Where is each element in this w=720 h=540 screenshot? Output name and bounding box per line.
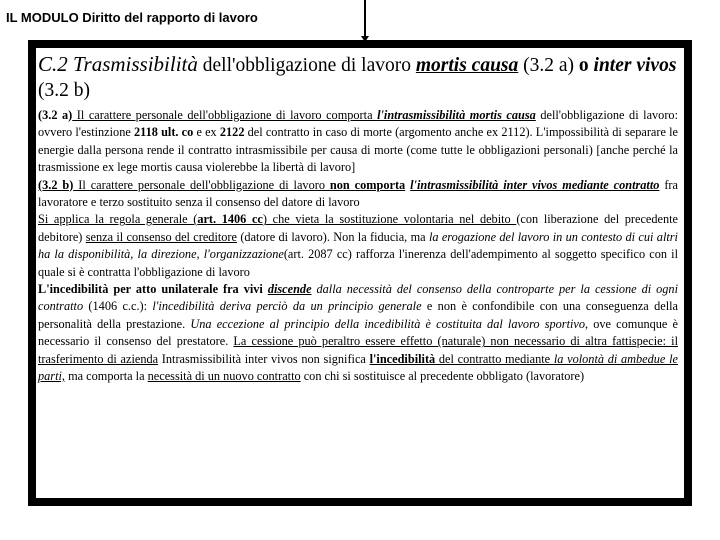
p3-s1: Si applica la regola generale ( <box>38 212 198 227</box>
p4-s11: l'incedibilità <box>369 351 436 366</box>
title-part-1: C.2 Trasmissibilità <box>38 52 198 76</box>
p2-s5: l'intrasmissibilità inter vivos mediante contratto <box>410 177 660 192</box>
header-title: IL MODULO Diritto del rapporto di lavoro <box>6 10 258 25</box>
p4-s12: del contratto mediante <box>435 351 554 366</box>
p3-s7: la erogazione del lavoro in un contesto di cui altri ha la disponibilità, la direzione, l'organizzazione <box>38 229 678 262</box>
p1-s5: 2118 ult. co <box>133 125 194 140</box>
p3-s5: senza il consenso del creditore <box>85 229 237 244</box>
p3-s4: (con liberazione del precedente debitore) <box>38 212 678 244</box>
p4-s6: e non è confondibile con una conseguenza della personalità della prestazione. <box>38 299 678 331</box>
p4-s14: ma comporta la <box>65 369 148 384</box>
p4-s13: la volontà di ambedue le parti, <box>38 351 678 384</box>
p1-label: (3.2 a) <box>38 108 73 122</box>
title-part-7: inter vivos <box>593 55 677 76</box>
title-part-2: dell'obbligazione di lavoro <box>197 55 416 76</box>
p1-s8: del contratto in caso di morte (argomento anche ex 2112). L'impossibilità di separare le energie dalla persona rende il contratto intrasmissibile per causa di morte (come tutte le obbligazioni personali) [anche perché la trasmissione ex lege mortis causa violerebbe la libertà di lavoro] <box>38 125 678 175</box>
slide-title <box>38 52 678 103</box>
title-part-4: (3.2 a) <box>518 55 579 76</box>
title-part-3: mortis causa <box>415 55 519 76</box>
p3-s8: (art. 2087 cc) rafforza l'inerenza dell'adempimento al soggetto specifico con il quale si è contratta l'obbligazione di lavoro <box>38 247 678 279</box>
p2-s6: fra lavoratore e terzo sostituito senza il consenso del datore di lavoro <box>38 177 678 210</box>
p3-s2: art. 1406 cc <box>197 212 263 227</box>
p4-s8: , ove comunque è necessario il consenso del prestatore. <box>38 316 679 349</box>
p1-s4: dell'obbligazione di lavoro: ovvero l'estinzione <box>38 108 678 140</box>
paragraph-mortis-causa <box>38 107 678 177</box>
p4-s2: discende <box>267 282 312 297</box>
p4-s10: Intrasmissibilità inter vivos non significa <box>158 351 370 366</box>
p4-s3: dalla necessità del consenso della controparte per la cessione di ogni contratto <box>38 282 678 314</box>
p2-s2: Il carattere personale dell'obbligazione di lavoro <box>73 177 330 192</box>
slide-content <box>38 52 678 386</box>
slide-frame <box>28 40 692 506</box>
p4-s16: con chi si sostituisce al precedente obbligato (lavoratore) <box>300 369 585 384</box>
paragraph-incedibilita <box>38 281 678 385</box>
p1-s2: Il carattere personale dell'obbligazione di lavoro comporta <box>72 108 378 122</box>
p4-s4: (1406 c.c.): <box>83 299 153 314</box>
p2-label: (3.2 b) <box>38 177 74 192</box>
p4-s5: l'incedibilità deriva perciò da un principio generale <box>152 299 422 314</box>
paragraph-regola-generale <box>38 211 678 281</box>
p3-s3: ) che vieta la sostituzione volontaria nel debito <box>262 212 517 227</box>
p1-s3: l'intrasmissibilità mortis causa <box>377 108 536 122</box>
p4-s9: La cessione può peraltro essere effetto (naturale) non necessario di altra fattispecie: il trasferimento di azienda <box>38 334 678 366</box>
p3-s6: (datore di lavoro). Non la fiducia, ma <box>237 229 429 244</box>
paragraph-inter-vivos <box>38 177 678 212</box>
title-part-5: o <box>578 55 589 76</box>
p4-s15: necessità di un nuovo contratto <box>147 369 301 384</box>
p4-s1: L'incedibilità per atto unilaterale fra vivi <box>38 282 268 297</box>
p2-s3: non comporta <box>329 177 406 192</box>
p4-s7: Una eccezione al principio della incedibilità è costituita dal lavoro sportivo <box>190 316 586 331</box>
connector-line <box>364 0 366 40</box>
p1-s7: 2122 <box>219 125 245 140</box>
title-part-8: (3.2 b) <box>38 80 90 101</box>
p1-s6: e ex <box>193 125 220 140</box>
